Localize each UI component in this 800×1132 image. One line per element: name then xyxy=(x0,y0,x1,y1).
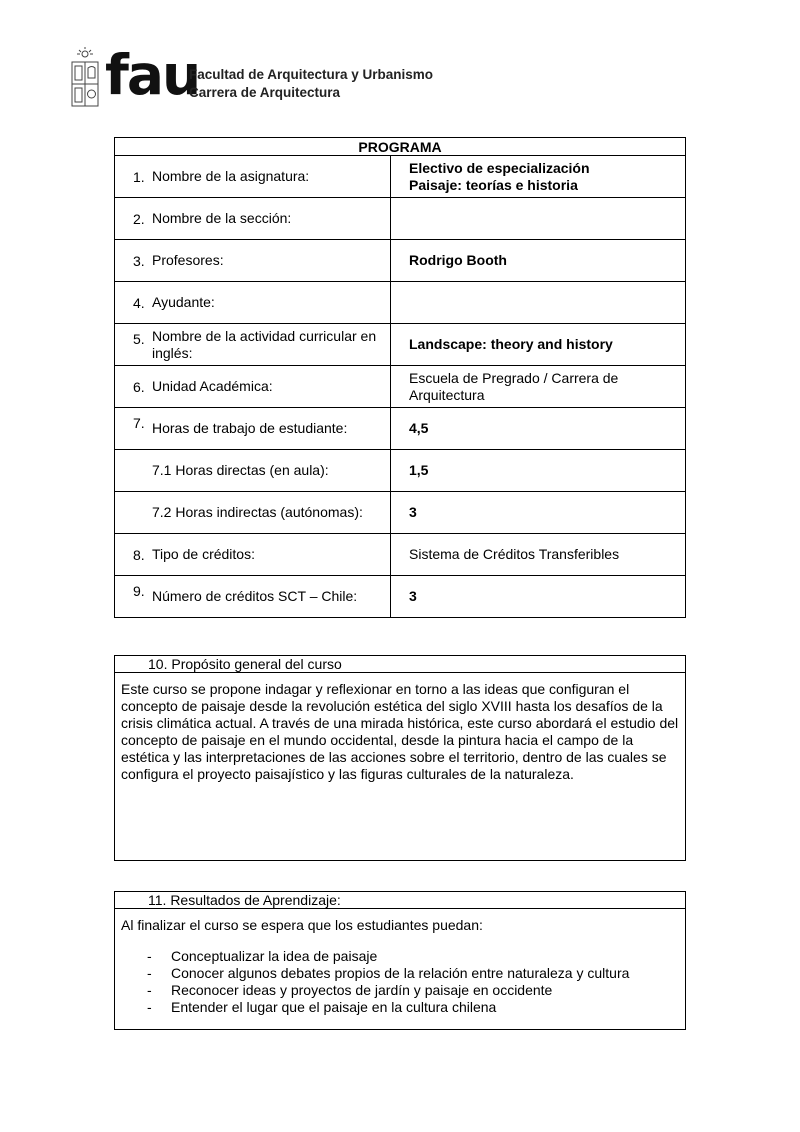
section-purpose-body: Este curso se propone indagar y reflexionar en torno a las ideas que configuran el concepto de paisaje desde la revolución estética del siglo XVIII hasta los desafíos de la crisis climática actual. A través de una mirada histórica, este curso abordará el estudio del concepto de paisaje en el mundo occidental, desde la pintura hacia el campo de la estética y las interpretaciones de las acciones sobre el territorio, dentro de las cuales se configura el proyecto paisajístico y las figuras culturales de la naturaleza. xyxy=(121,681,679,782)
programa-table xyxy=(114,137,686,618)
programa-row-label: Número de créditos SCT – Chile: xyxy=(152,588,358,604)
list-item xyxy=(121,948,679,965)
programa-row-number: 8. xyxy=(133,546,145,563)
programa-row-value: 4,5 xyxy=(391,408,686,450)
list-item xyxy=(121,982,679,999)
programa-row-number: 4. xyxy=(133,294,145,311)
list-dash: - xyxy=(147,948,152,964)
programa-row-label: Unidad Académica: xyxy=(152,378,273,394)
list-dash: - xyxy=(147,965,152,981)
programa-row-value: Landscape: theory and history xyxy=(391,324,686,366)
programa-row-value: 1,5 xyxy=(391,450,686,492)
programa-row-value: Electivo de especialización Paisaje: teorías e historia xyxy=(391,156,686,198)
programa-row-value xyxy=(391,198,686,240)
programa-row-label: 7.2 Horas indirectas (autónomas): xyxy=(152,504,363,520)
programa-title: PROGRAMA xyxy=(115,138,686,156)
programa-row xyxy=(115,156,686,198)
programa-row-value: Escuela de Pregrado / Carrera de Arquitectura xyxy=(391,366,686,408)
programa-row xyxy=(115,576,686,618)
programa-row-label-cell xyxy=(115,282,391,324)
programa-row-number: 9. xyxy=(133,583,145,599)
section-results-body xyxy=(115,909,685,1016)
programa-row-number: 7. xyxy=(133,415,145,431)
programa-row-label-cell xyxy=(115,576,391,618)
programa-row xyxy=(115,408,686,450)
list-item-text: Entender el lugar que el paisaje en la cultura chilena xyxy=(171,999,497,1015)
programa-row-label: Nombre de la actividad curricular en inglés: xyxy=(152,327,377,361)
section-results xyxy=(114,891,686,1030)
programa-row-label-cell xyxy=(115,198,391,240)
results-list xyxy=(121,948,679,1016)
programa-row-label: Nombre de la asignatura: xyxy=(152,168,310,184)
programa-row-label-cell xyxy=(115,534,391,576)
programa-row xyxy=(115,324,686,366)
career-name: Carrera de Arquitectura xyxy=(189,85,341,100)
programa-row-value xyxy=(391,282,686,324)
programa-row-number: 5. xyxy=(133,331,145,347)
programa-row-number: 6. xyxy=(133,378,145,395)
programa-row-value: Rodrigo Booth xyxy=(391,240,686,282)
list-item xyxy=(121,965,679,982)
programa-row xyxy=(115,492,686,534)
list-item-text: Conocer algunos debates propios de la relación entre naturaleza y cultura xyxy=(171,965,630,981)
programa-row xyxy=(115,240,686,282)
programa-row-value: 3 xyxy=(391,576,686,618)
section-purpose-heading: 10. Propósito general del curso xyxy=(115,656,685,673)
programa-row-label-cell xyxy=(115,240,391,282)
programa-row-value: 3 xyxy=(391,492,686,534)
programa-row-label: Tipo de créditos: xyxy=(152,546,255,562)
programa-row xyxy=(115,366,686,408)
programa-row-label: Horas de trabajo de estudiante: xyxy=(152,420,348,436)
fau-logo-word: fau xyxy=(105,43,200,107)
programa-row-label: Ayudante: xyxy=(152,294,215,310)
list-item-text: Reconocer ideas y proyectos de jardín y paisaje en occidente xyxy=(171,982,553,998)
programa-row-label: 7.1 Horas directas (en aula): xyxy=(152,462,329,478)
list-item xyxy=(121,999,679,1016)
programa-row-label: Nombre de la sección: xyxy=(152,210,292,226)
programa-row-label-cell xyxy=(115,450,391,492)
page-header xyxy=(68,44,488,114)
programa-row-label-cell xyxy=(115,156,391,198)
programa-row-number: 3. xyxy=(133,252,145,269)
programa-row-label-cell xyxy=(115,324,391,366)
programa-row-number: 1. xyxy=(133,168,145,185)
programa-row-label-cell xyxy=(115,366,391,408)
list-item-text: Conceptualizar la idea de paisaje xyxy=(171,948,378,964)
programa-row-label-cell xyxy=(115,408,391,450)
programa-row-label-cell xyxy=(115,492,391,534)
list-dash: - xyxy=(147,999,152,1015)
programa-row xyxy=(115,198,686,240)
university-seal-icon xyxy=(68,46,102,110)
programa-row xyxy=(115,450,686,492)
section-results-heading: 11. Resultados de Aprendizaje: xyxy=(115,892,685,909)
programa-row xyxy=(115,534,686,576)
section-results-intro: Al finalizar el curso se espera que los estudiantes puedan: xyxy=(121,917,483,933)
programa-row-label: Profesores: xyxy=(152,252,224,268)
section-purpose xyxy=(114,655,686,861)
faculty-name-block xyxy=(189,66,433,102)
programa-row xyxy=(115,282,686,324)
faculty-name: Facultad de Arquitectura y Urbanismo xyxy=(189,67,434,82)
programa-row-value: Sistema de Créditos Transferibles xyxy=(391,534,686,576)
list-dash: - xyxy=(147,982,152,998)
programa-row-number: 2. xyxy=(133,210,145,227)
